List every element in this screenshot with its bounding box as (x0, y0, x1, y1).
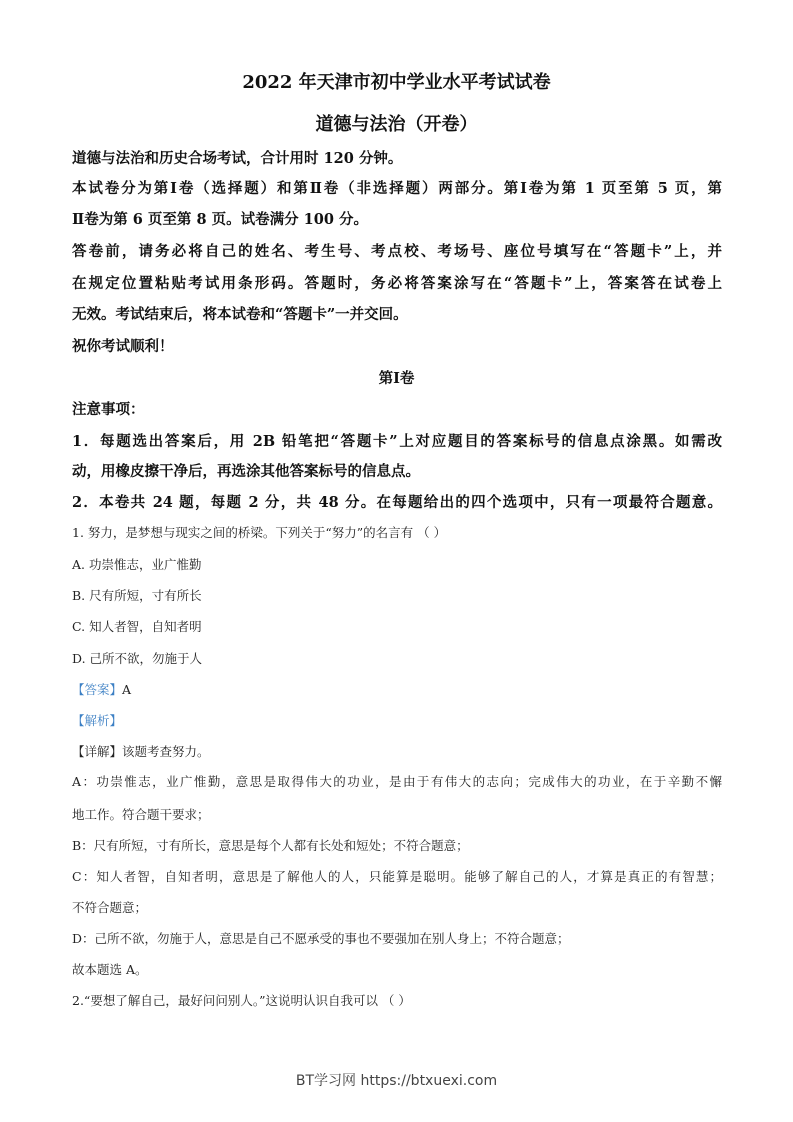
question-1-stem: 1. 努力，是梦想与现实之间的桥梁。下列关于“努力”的名言有 （ ） (72, 525, 447, 540)
intro-line: 无效。考试结束后，将本试卷和“答题卡”一并交回。 (72, 306, 408, 323)
footer-watermark: BT学习网 https://btxuexi.com (295, 1073, 498, 1089)
detail-line: D：己所不欲，勿施于人，意思是自己不愿承受的事也不要强加在别人身上；不符合题意； (72, 931, 570, 946)
answer-line (72, 680, 722, 700)
question-1-option-d: D. 己所不欲，勿施于人 (72, 651, 203, 666)
answer-label: 【答案】 (72, 682, 123, 697)
document-title: 2022 年天津市初中学业水平考试试卷 (242, 72, 551, 93)
intro-line: 答卷前，请务必将自己的姓名、考生号、考点校、考场号、座位号填写在“答题卡”上，并 (72, 243, 722, 260)
notes-line: 2．本卷共 24 题，每题 2 分，共 48 分。在每题给出的四个选项中，只有一项最符合题意。 (72, 494, 722, 511)
intro-line: 在规定位置粘贴考试用条形码。答题时，务必将答案涂写在“答题卡”上，答案答在试卷上 (72, 275, 722, 292)
section-title: 第Ⅰ卷 (378, 370, 415, 387)
analysis-label: 【解析】 (72, 713, 123, 728)
question-2-stem: 2.“要想了解自己，最好问问别人。”这说明认识自我可以 （ ） (72, 993, 411, 1008)
detail-line: 不符合题意； (72, 900, 148, 915)
intro-line: 道德与法治和历史合场考试，合计用时 120 分钟。 (72, 150, 403, 167)
question-1-option-b: B. 尺有所短，寸有所长 (72, 588, 202, 603)
intro-line: 祝你考试顺利！ (72, 338, 174, 355)
question-1-option-c: C. 知人者智，自知者明 (72, 619, 202, 634)
detail-line: 【详解】该题考查努力。 (72, 744, 210, 759)
notes-line: 动，用橡皮擦干净后，再选涂其他答案标号的信息点。 (72, 463, 420, 480)
detail-line: C：知人者智，自知者明，意思是了解他人的人，只能算是聪明。能够了解自己的人，才算是真正的有智慧； (72, 869, 722, 884)
intro-line: Ⅱ卷为第 6 页至第 8 页。试卷满分 100 分。 (72, 211, 368, 228)
notes-heading: 注意事项： (72, 401, 145, 418)
intro-line: 本试卷分为第Ⅰ卷（选择题）和第Ⅱ卷（非选择题）两部分。第Ⅰ卷为第 1 页至第 5 页，第 (72, 180, 722, 197)
notes-line: 1．每题选出答案后，用 2B 铅笔把“答题卡”上对应题目的答案标号的信息点涂黑。如需改 (72, 433, 722, 450)
question-1-option-a: A. 功崇惟志，业广惟勤 (72, 557, 202, 572)
detail-line: 故本题选 A。 (72, 962, 148, 977)
detail-line: 地工作。符合题干要求； (72, 807, 210, 822)
detail-line: B：尺有所短，寸有所长，意思是每个人都有长处和短处；不符合题意； (72, 838, 469, 853)
answer-value: A (122, 682, 132, 697)
document-subtitle: 道德与法治（开卷） (315, 114, 478, 135)
detail-line: A：功崇惟志，业广惟勤，意思是取得伟大的功业，是由于有伟大的志向；完成伟大的功业，在于辛勤不懈 (72, 774, 722, 789)
